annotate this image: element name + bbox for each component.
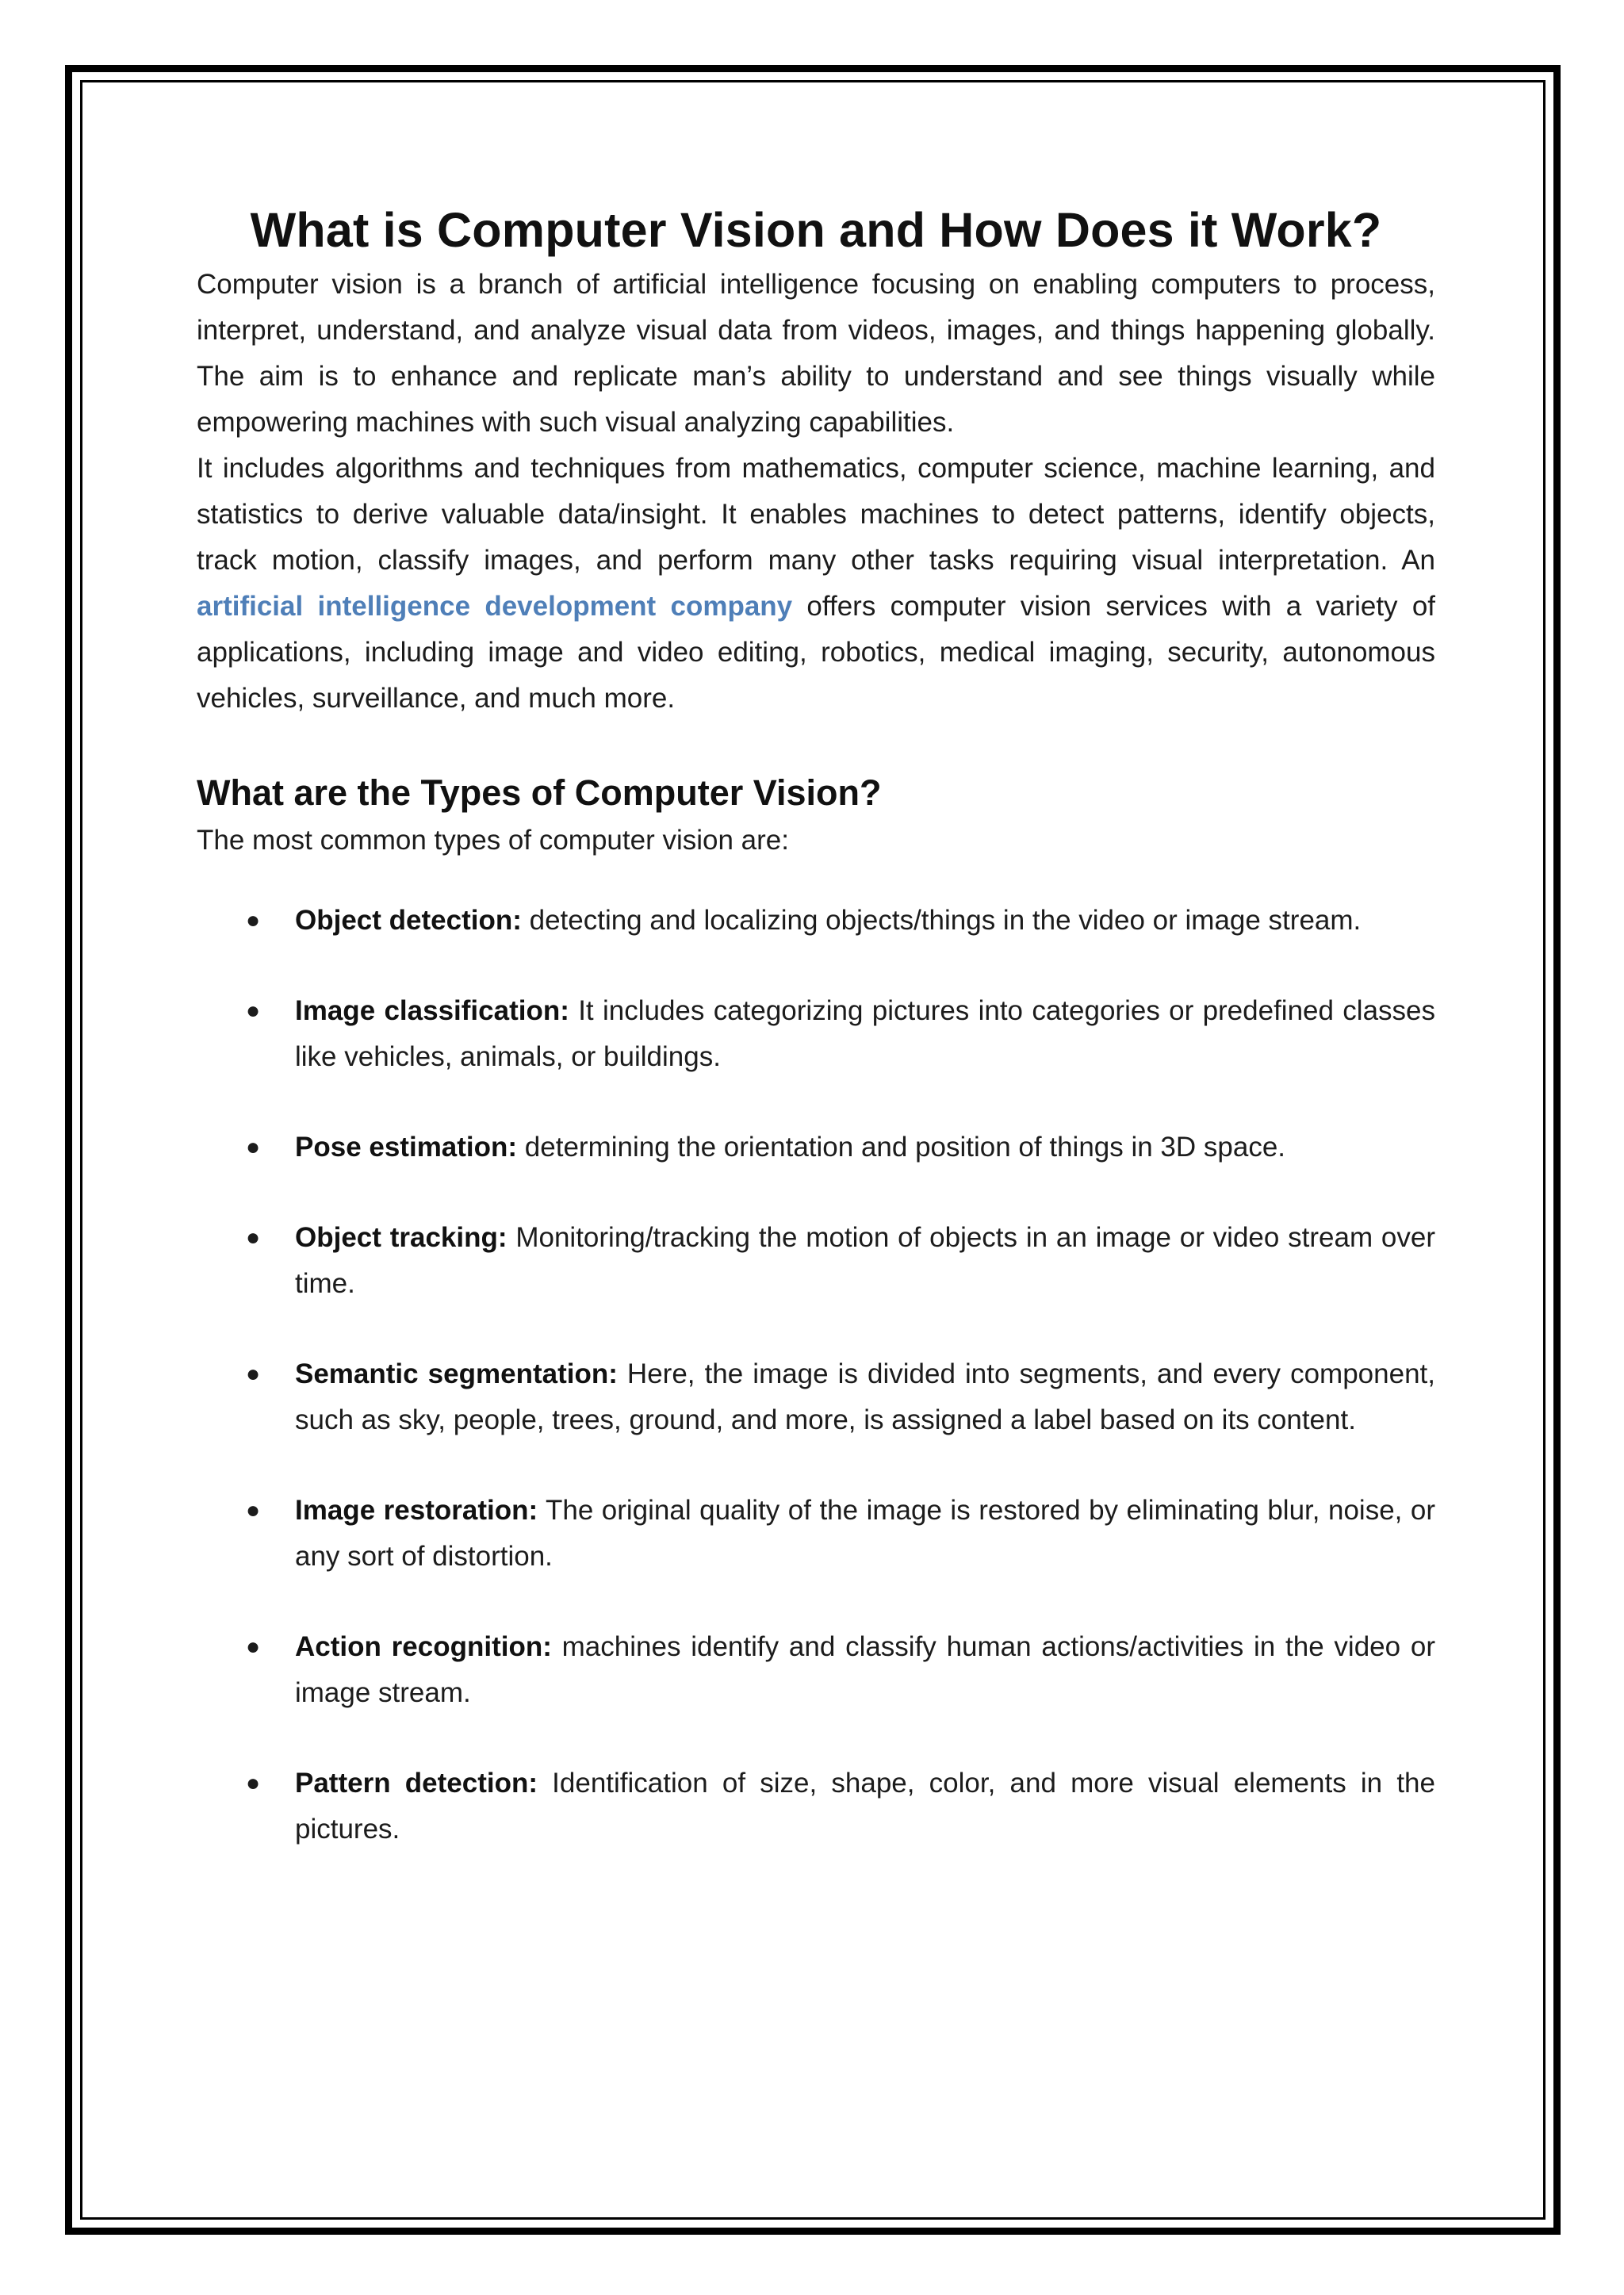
applications-paragraph bbox=[197, 446, 1435, 722]
list-item bbox=[197, 1351, 1435, 1443]
list-item bbox=[197, 1488, 1435, 1580]
item-text: Monitoring/tracking the motion of objects in an image or video stream over time. bbox=[295, 1222, 1435, 1299]
item-term: Semantic segmentation: bbox=[295, 1358, 618, 1389]
bullet-icon: ● bbox=[246, 1770, 261, 1796]
list-item bbox=[197, 1624, 1435, 1716]
item-term: Image restoration: bbox=[295, 1495, 538, 1526]
item-term: Image classification: bbox=[295, 995, 569, 1026]
document-content bbox=[197, 198, 1435, 1897]
item-text: Identification of size, shape, color, and more visual elements in the pictures. bbox=[295, 1768, 1435, 1845]
section-intro: The most common types of computer vision are: bbox=[197, 825, 789, 856]
bullet-icon: ● bbox=[246, 1634, 261, 1660]
item-text: determining the orientation and position of things in 3D space. bbox=[517, 1132, 1286, 1163]
item-text: detecting and localizing objects/things in the video or image stream. bbox=[521, 905, 1362, 936]
intro-paragraph: Computer vision is a branch of artificial intelligence focusing on enabling computers to process, interpret, understand, and analyze visual data from videos, images, and things happening globally. The aim is to enhance and replicate man’s ability to understand and see things visually while empowering machines with such visual analyzing capabilities. bbox=[197, 269, 1435, 438]
list-item bbox=[197, 1761, 1435, 1852]
list-item bbox=[197, 898, 1435, 944]
item-term: Object tracking: bbox=[295, 1222, 508, 1253]
types-list bbox=[197, 898, 1435, 1852]
paragraph-text-before-link: It includes algorithms and techniques from mathematics, computer science, machine learning, and statistics to derive valuable data/insight. It enables machines to detect patterns, identify objects, track motion, classify images, and perform many other tasks requiring visual interpretation. An bbox=[197, 453, 1435, 576]
item-term: Object detection: bbox=[295, 905, 522, 936]
bullet-icon: ● bbox=[246, 1224, 261, 1251]
list-item bbox=[197, 1125, 1435, 1170]
bullet-icon: ● bbox=[246, 1361, 261, 1387]
bullet-icon: ● bbox=[246, 907, 261, 933]
bullet-icon: ● bbox=[246, 1134, 261, 1160]
ai-development-company-link[interactable]: artificial intelligence development company bbox=[197, 591, 793, 622]
bullet-icon: ● bbox=[246, 1497, 261, 1523]
list-item bbox=[197, 988, 1435, 1080]
section-heading: What are the Types of Computer Vision? bbox=[197, 772, 882, 813]
bullet-icon: ● bbox=[246, 998, 261, 1024]
item-term: Pose estimation: bbox=[295, 1132, 518, 1163]
list-item bbox=[197, 1215, 1435, 1307]
item-term: Pattern detection: bbox=[295, 1768, 538, 1799]
item-term: Action recognition: bbox=[295, 1631, 552, 1662]
paragraph-text-after-link: offers computer vision services with a variety of applications, including image and video editing, robotics, medical imaging, security, autonomous vehicles, surveillance, and much more. bbox=[197, 591, 1436, 714]
item-text: It includes categorizing pictures into categories or predefined classes like vehicles, animals, or buildings. bbox=[295, 995, 1435, 1072]
item-text: Here, the image is divided into segments, and every component, such as sky, people, trees, ground, and more, is assigned a label based on its content. bbox=[295, 1358, 1435, 1435]
page-title: What is Computer Vision and How Does it Work? bbox=[250, 203, 1382, 257]
item-text: machines identify and classify human actions/activities in the video or image stream. bbox=[295, 1631, 1435, 1708]
item-text: The original quality of the image is restored by eliminating blur, noise, or any sort of distortion. bbox=[295, 1495, 1435, 1572]
